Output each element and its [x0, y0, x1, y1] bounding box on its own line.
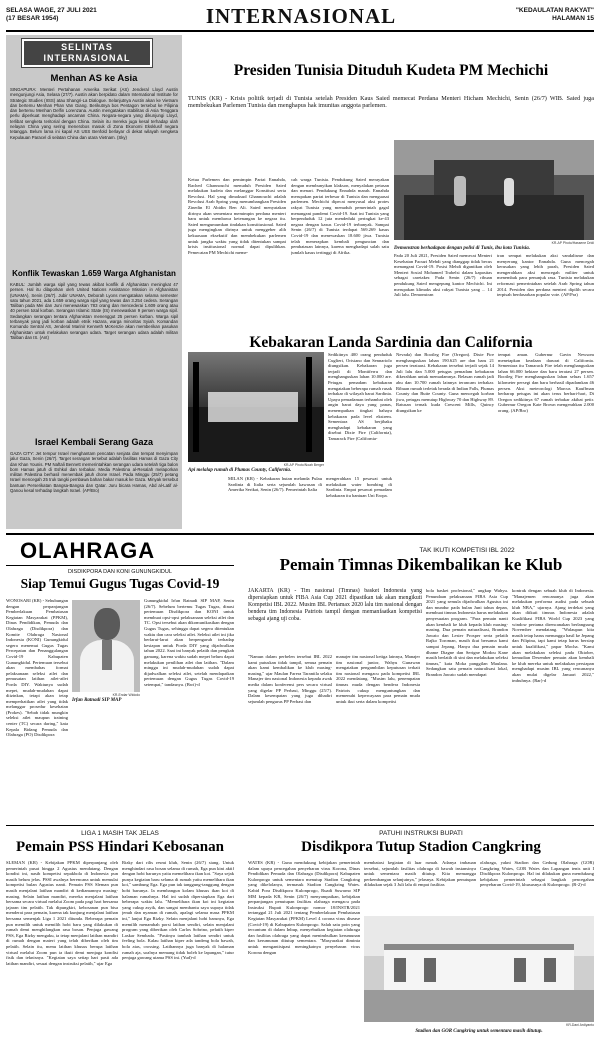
olahraga-underline — [6, 565, 234, 566]
sardinia-col4: Nevada) dan Bootleg Fire (Oregon). Dixie Fire menghanguskan lahan 190.625 are dan baru 21 persen terataasi. Kebakaran tersebut terjadi sejak 14 Juli lalu dan 5.000 petugas pemadam kebakaran dikerahkan untuk memadamnya. Belasan rumah jadi abu dan 10.700 rumah lainnya terancam terbakar. Ribuan rumah terletak berada di Indian Falls, Plumas County dan Butte County. Guna mencegah korban jiwa, petugas menutup Highway 70 dan Highway 89. Ratusan ternak kuda Crescent Mills, Quincy diungsikan ke — [396, 352, 494, 413]
olahraga-rule — [6, 533, 594, 535]
sardinia-photo-credit: KR-AP Photo/Noah Berger — [283, 463, 324, 467]
pss-headline: Pemain PSS Hindari Kebosanan — [16, 839, 224, 855]
tunisia-photo — [394, 140, 594, 240]
issue-date: SELASA WAGE, 27 JULI 2021 — [6, 7, 97, 14]
timnas-col4: kontrak dengan sebuah klub di Indonesia. "Manajemen rencananya juga akan melakukan performa audisi pada sebuah klub NBA," ujarnya. Ajang terdekat yang akan diikuti timnas Indonesia adalah Kualifikasi FIBA World Cup 2023 yang window pertama direncanakan berlangsung November mendatang. "Walaupun kita masih tetap harus menunggu hasil ke Jepang dan Filipina, tapi kami tetap harus bersiap untuk kualifikasi," papar Mocha. "Kami akan melakukan seleksi pada Oktober, kemudian Desember pemain akan kembali ke klub mereka untuk melakukan persiapan menghadapi musim IBL yang rencananya akan mulai digelar Januari 2022," imbuhnya. (Rar)-d — [512, 588, 594, 683]
tunisia-photo-caption: Demonstran berhadapan dengan polisi di Tunis, ibu kota Tunisia. — [394, 246, 531, 251]
selintas-sidebar — [6, 35, 182, 529]
pss-kicker: LIGA 1 MASIH TAK JELAS — [81, 830, 159, 837]
gugus-photo-caption: Irfan Ratnadi SIP MAP — [72, 698, 122, 703]
selintas-badge-line1: SELINTAS — [61, 42, 113, 52]
masthead-rule — [6, 30, 594, 32]
gugus-photo-credit: KR-Endar Widodo — [112, 693, 140, 697]
menhan-headline: Menhan AS ke Asia — [50, 73, 138, 84]
tunisia-col1: Ketua Parlemen dan pemimpin Partai Ennahda, Rached Ghannouchi menuduh Presiden Saied melakukan kudeta dan melanggar Konstitusi serta Revolusi. Hal yang dimaksud Ghannouchi adalah Revolusi Arab Spring yang menumbangkan Presiden Zinedin El Abidin Ben Ali. Saied menyatakan dirinya akan sementara memimpin perdana menteri baru untuk membawa ketenangan ke negara itu. Saied mengumumkan tindakan konstitusional. Saied juga mengingkan dirinya untuk menggeber alih kekuasaan eksekutif dan membekukan parlemen untuk jangka waktu yang tidak ditentukan sampai krisis institusional normal dapat dipulihkan. Pemecatan PM Mechichi meme- — [188, 177, 286, 255]
stadion-col1: WATES (KR) - Guna mendukung kebijakan pemerintah dalam upaya pencegahan penyebaran virus Korona, Dinas Pendidikan Pemuda dan Olahraga (Disdikpora) Kabupaten Kulonprogo untuk sementara menutup Stadion Cangkring yang dikelolanya, termasuk Stadion Cangkring Wates. Kabid Pora Disdikpora Kulonprogo, Ruadi Suwarno SIP MM kepada KR, Senin (26/7) menyampaikan, kebijakan perpanjangan penutupan fasilitas olahraga mengacu pada Instruksi Bupati Kulonprogo nomor 18/INSTR/2021 tertanggal 21 Juli 2021 tentang Pemberlakuan Pembatasan Kegiatan Masyarakat (PPKM) Level 4 corona virus disease (Covid-19) di Kabupaten Kulonprogo. Salah satu poin yang tercantum di dalam Inbup, menyebutkan kegiatan olahraga dan fasilitas olahraga yang dapat menimbulkan kerumunan dan kerumunan ditutup sementara. "Masyarakat diminta untuk mengantisipasi meningkatnya penyebaran virus Korona dengan — [248, 860, 360, 955]
paper-name: "KEDAULATAN RAKYAT" — [515, 7, 594, 14]
sardinia-photo-caption: Api melalap rumah di Plumas County, California. — [188, 468, 292, 473]
pss-col2: Rizky dari rilis resmi klub, Senin (26/7) siang. Untuk menghindari rasa bosan selama di rumah, Ega pun kini aktif dengan hobi barunya yaitu memelihara ikan koi. "Saya sejak punya kegiatan baru selama di rumah yaitu memelihara ikan koi," sambung Ega. Ega pun tak tanggung-tanggung dengan hobi barunya. Ia membangun kolam khusus ikan koi di halaman rumahnya. Hal ini sudah dipersiapkan Ega dari beberapa waktu lalu. "Memelihara ikan koi ini kegiatan yang cukup asyik, dan sangat membantu saya supaya tidak jenuh dan nyaman di rumah, apalagi selama masa PPKM ini," lanjut Ega Rizky. Selain menjalani hobi barunya, Ega memilih menambah porsi latihan sendiri, selain menjalani program yang diberikan oleh Carlos Sobrino, pelatih kiper Laskar Sembada. "Pastinya tambah latihan sendiri untuk feeling bola. Kalau latihan kiper ada tandeng bola bawah, bola atas, crossing. Latihannya juga banyak di halaman rumah aja, soalnya memang tidak boleh ke lapangan," tutur penjaga gawang utama PSS ini. (Yud)-d — [122, 860, 234, 961]
stadion-photo-credit: KR-Dani Ardiyanto — [566, 1023, 594, 1027]
stadion-col3: olahraga, yakni Stadion dan Gedung Olahraga (GOR) Cangkring Wates, GOR Wates dan Lapangan tenis unit I Disdikpora Kulonprogo. Hal ini dilakukan guna mendukung kebijakan pemerintah sebagai langkah pencegahan penyebaran Covid-19, khususnya di Kulonprogo. (R-2)-d — [480, 860, 594, 888]
stadion-headline: Disdikpora Tutup Stadion Cangkring — [301, 839, 541, 855]
pss-col1: SLEMAN (KR) - Kebijakan PPKM diperpanjang oleh pemerintah pusat hingga 2 Agustus mendatang. Dengan kondisi ini, nasib kompetisi sepakbola di Indonesia pun masih belum jelas. PSSI awalnya berencana untuk memulai kompetisi bulan Agustus nanti. Pemain PSS Sleman pun masih menjalani latihan mandiri di kediamannya masing-masing. Selain latihan mandiri, mereka menjalani latihan bersama secara virtual melalui Zoom pada pagi hari bersama jajaran tim pelatih. Tak dipungkiri, kebosanan pun bisa menderai para pemain, karena tak kunjung menjalani latihan bersama semenjak Liga 1 2021 ditunda. Beberapa pemain pun memilih untuk memilih hobi baru yang dilakukan di rumah demi menghilangkan rasa bosan. Penjaga gawang PSS, Ega Rizky mengaku, ia tetap menjalani latihan mandiri di rumah dengan materi yang telah diberikan oleh tim pelatih. Selain itu, menu latihan khusus berupa latihan virtual melalui Zoom pun ia ikuti demi menjaga kondisi fisik dan teknisnya. "Kegiatan saya setiap hari pasti ada latihan mandiri, sesuai dengan instruksi pelatih," ujar Ega — [6, 860, 118, 966]
gugus-kicker: DISDIKPORA DAN KONI GUNUNGKIDUL — [68, 569, 172, 575]
gugus-photo — [72, 600, 140, 692]
gugus-col1: WONOSARI (KR) - Sehubungan dengan perpanjangan Pemberlakuan Pembatasan Kegiatan Masyarakat (PPKM), Dinas Pendidikan, Pemuda dan Olahraga (Disdikpora) dan Komite Olahraga Nasional Indonesia (KONI) Gunungkidul segera menemui Gugus Tugas Percepatan dan Penanggulangan Covid-19 Kabupaten Gunungkidul. Pertemuan tersebut akan membahas format pelaksanaan seleksi atlet dan pemusatan latihan atlet-atlet Porda DIY. Waktunya sudah mepet, mudah-mudahan dapat diizinkan, tetapi akan tetap memperhatikan atlet yang tidak melanggar prosedur kesehatan (Prokes). "Sebab tidak mungkin seleksi atlet maupun training center (TC) secara daring," kata Kepala Bidang Pemuda dan Olahraga (PO) Disdikpora — [6, 598, 68, 738]
stadion-kicker: PATUHI INSTRUKSI BUPATI — [379, 830, 463, 837]
selintas-badge — [22, 39, 152, 67]
tunisia-col4: tran sempat melakukan aksi vandalisme dan menyerang kantor Ennahda. Guna mencegah kerusakan yang lebih parah, Presiden Saied mengerahkan aksi mencegah militer untuk menembak para penunjuk rasa. Tunisia melakukan reformasi pemerintahan setelah Arab Spring tahun 2014. Presiden dan perdana menteri dipilih secara terpisah berdasarkan popular vote. (AP/Pra) — [497, 253, 594, 298]
stadion-photo-caption: Stadion dan GOR Cangkring untuk sementara masih ditutup. — [415, 1029, 543, 1034]
timnas-lead: JAKARTA (KR) - Tim nasional (Timnas) basket Indonesia yang dipersiapkan untuk FIBA Asia Cup 2021 dipastikan tak akan mengikuti Kompetisi IBL 2022. Musim IBL Pertamax 2020 lalu tim nasional dengan bendera tim Indonesia Patriots tampil dengan memanfaatkan kompetisi sebagai ajang uji coba. — [248, 588, 422, 622]
afghanistan-headline: Konflik Tewaskan 1.659 Warga Afghanistan — [12, 269, 176, 278]
tunisia-col3: Pada 20 Juli 2021, Presiden Saied memecat Menteri Kesehatan Faouzi Mehdi yang dianggap tidak becus menangani Covid-19. Posisi Mehdi digantikan oleh Menteri Sosial Mohamed Trabelsi dalam kapasitas sebagai caretaker. Pada Senin (26/7) ribuan pendukung Saied mengepung kantor Mechichi. Ini merupakan klimaks aksi rakyat Tunisia yang ... 14 Juli lalu. Demonstran — [394, 253, 492, 298]
sardinia-col5: tempat aman. Gubernur Gavin Newsom menetapkan keadaan darurat di California. Sementara itu Tamarack Fire telah menghanguskan lahan 66.000 hektare dan baru teratasi 27 persen. Bootleg Fire menghanguskan lahan seluas 1.657 kilometer persegi dan baru berhasil dipadamkan 46 persen. Aksi meteorologi Marcus Kauffman berharap petugas ini akan terus berhari-hari, Di Oregon sedikitnya 67 rumah terbakar akibat petir. Gubernur Oregon Kate Brown mengerahkan 2.000 orang. (AP/Bro) — [498, 352, 594, 413]
sardinia-headline: Kebakaran Landa Sardinia dan California — [249, 334, 533, 351]
menhan-body: SINGAPURA: Menteri Pertahanan Amerika Serikat (AS) Jenderal Lloyd Austin mengunjungi Asia, Selasa (27/7). Austin akan berpidato dalam International Institute for Strategic Studies (IISS) atau Shangri-La Dialogue. Selanjutnya Austin akan ke Vietnam dan bertemu Menhan Phan Van Giang. Berikutnya bos Pentagon tersebut ke Filipina dan bertemu Menhan Delfin Lorenzana. Austin mengatakan stabilitas di Asia Tenggara perlu diperkuat menghadapi ancaman China. Negara-negara yang dikunjungi Lloyd, terlibat sengketa teritorial dengan China. Selain itu mereka juga kesal terhadap ulah nelayan China yang sering menerobos masuk di Zona Ekonomi Eksklusif negara tetangga. Belum lama ini kapal AS USS Benfold berlayar di dekat wilayah sengketa Kepulauan Paracel di selatan China dan utara Vietnam. (Sky) — [10, 87, 178, 140]
sardinia-col2: mengerahkan 15 pesawat untuk melakukan water bombing di Sardinia. Empat pesawat pemadam kebakaran itu bantuan Uni Eropa. — [326, 476, 392, 498]
gaza-headline: Israel Kembali Serang Gaza — [34, 437, 154, 447]
tunisia-lead: TUNIS (KR) - Krisis politik terjadi di Tunisia setelah Presiden Kaus Saied memecat Perdana Menteri Hicham Mechichi, Senin (26/7) WIB. Saied juga membekukan Parlemen Tunisia dan menghapus hak imunitas anggota parlemen. — [188, 95, 594, 110]
timnas-headline: Pemain Timnas Dikembalikan ke Klub — [279, 555, 563, 574]
gaza-body: GAZA CITY: Jet tempur Israel menghantam pencatan senjata dan tempat menyimpan jalur Gaza, Senin (26/7). Target serangan tersebut adalah fasilitas Hamas di Gaza City dan Khan Younis. PM Naftali Bennett memerintahkan serangan udara setelah tiga balon bom Hamas jatuh di Eshkol dan terbakar. Media Palestina al-Resalah melaporkan militan Palestina berhasil menembak jatuh drone Israel. Pada Minggu (25/7) petang Israel mencegah 25 truk tangki pembawa bahan bakar masuk ke Gaza. Minyak tersebut bantuan Perserikatan Bangsa-Bangsa dan Qatar. Juru bicara Hamas, Abd al-Latif al-Qanou kesal terhadap langkah Israel. (AP/Bro) — [10, 451, 178, 494]
sardinia-col3: Sedikitnya 400 orang penduduk Cuglieri, Oristano dan Sennariolo diungsikan. Kebakaran juga terjadi di Montiferru dan menghanguskan lahan 10.000 are. Petugas pemadam kebakaran mengatakan beberapa rumah rusak terbakar di wilayah barat Sardinia. Upaya pemadaman terhambat oleh angin barat daya yang panas, menempatkan tingkat bahaya kebakaran pada level ekstrem. Sementara AS berjibaku menghadapi kebakaran yang disebut Dixie Fire (California), Tamarack Fire (California- — [328, 352, 392, 441]
sardinia-photo — [188, 352, 324, 462]
afghanistan-body: KABUL: Jumlah warga sipil yang tewas akibat konflik di Afghanistan meningkat 47 persen. Hal itu dilaporkan oleh United Nations Assistance Mission in Afghanistan (UNAMA), Senin (26/7). Jubir UNAMA, Deborah Lyons mengatakan selama semester satu tahun 2021, ada 1.659 orang warga sipil yang tewas dan 3.254 cedera. Serangan Taliban pada Mei dan Juni menewaskan 783 orang dan mencederai 1.609 orang atau 40 persen total korban. Serangan Islamic State (IS) menewaskan 9 persen warga sipil. Sedangkan serangan tentara Afghanistan menenggut 25 persen korban. Warga sipil terbanyak yang jadi korban adalah etnik Hazara, warga minoritas Syiah. Komandan Komando Sentral AS, Jenderal Marinir Kenneth McKenzie akan memberikan pasukan Afghanistan untuk melakukan serangan udara. Target serangan udara adalah militan Taliban dan IS. (Ant) — [10, 282, 178, 340]
stadion-photo — [364, 916, 594, 1022]
tunisia-photo-credit: KR-AP Photo/Hassene Dridi — [551, 241, 594, 245]
sardinia-col1: MILAN (KR) - Kebakaran hutan melanda Pulau Sardinia di Italia serta sejumlah kawasan di Amerika Serikat, Senin (26/7). Pemerintah Italia — [228, 476, 322, 493]
gugus-col2: Gunungkidul Irfan Ratnadi SIP MAP, Senin (26/7). Sebelum bertemu Tugas Tugas, dinasi pertemuan Disdikpora dan KONI untuk membuat opsi-opsi pelaksanaan seleksi atlet dan TC. Opsi tersebut akan dikomunikasikan dengan Gugus Tugas, sehingga dapat segera ditentukan waktu dan cara seleksi atlet. Seleksi atlet ini jika berlarut-larut akan berpengaruh terhadap kesiapan untuk Porda DIY yang dijadwalkan tahun 2022. Saat ini banyak pelatih dan pengkab gamang, karena waktu sudah mepet belum dapat melakukan penilihan atlet dan latihan. "Dalam minggu ini mudah-mudahan sudah dapat dijadwalkan seleksi atlet, setelah mendapatkan pertemuan dengan Gugus Tugas Covid-19 setempat," tandasnya. (Bwi)-d — [144, 598, 234, 687]
masthead — [6, 4, 594, 30]
gugus-headline: Siap Temui Gugus Tugas Covid-19 — [20, 576, 220, 591]
selintas-badge-line2: INTERNASIONAL — [43, 53, 131, 63]
tunisia-headline: Presiden Tunisia Dituduh Kudeta PM Mechichi — [233, 62, 549, 79]
section-title: INTERNASIONAL — [205, 4, 397, 28]
stadion-col2: membatasi kegiatan di luar rumah. Adanya imbauan tersebut, sejumlah fasilitas olahraga di bawah instansinya untuk sementara masih ditutup. Kita memangga perkembangan selanjutnya," jelasnya. Kebijakan penutupan dilakukan sejak 3 Juli lalu di empat fasilitas — [364, 860, 476, 888]
timnas-col2: manajer tim nasional ketiga lainnya, Manajer tim nasional junior, Wahyu Gunawan mengatakan pengambilan keputusan terkait tim nasional mengacu pada kompetisi IBL 2022 mendatang. "Musim lalu, penempatan timnas muda dengan bendera Indonesia Patriots cukup menguntungkan dan memenuhi kepercayaan para pemain muda untuk ikut serta dalam kompetisi — [336, 654, 420, 704]
page-number: HALAMAN 15 — [552, 15, 594, 22]
timnas-col1: "Namun dalam perbelen tersebut IBL 2022 kami putuskan tidak tampil, semua pemain akan kami kembalikan ke klub masing-masing," ujar Maulan Farera Tarantila selaku Manajer tim nasional Indonesia kepada awak media dalam konferensi pers secara virtual yang digelar PP Perbasi, Minggu (25/7). Dalam kesempatan yang juga dihadiri sejumlah pengurus PP Perbasi dan — [248, 654, 332, 704]
timnas-col3: bola basket profesional," ungkap Wahyu. Penundaan pelaksanaan FIBA Asia Cup 2021 yang semula dijadwalkan Agustus ini dan mundur pada bulan Juni tahun depan, membuat timnas Indonesia harus melakukan penyesuaian program. "Para pemain nanti akan kembali ke klub kepada klub masing-masing. Dua pemain naturalisasi, Brandon Jawato dan Lester Prosper serta pelatih Rajko Toroman, masih ikut bersama kami sampai Jepang. Hanya dua pemain muda dhame Diagne dan Serigne Modou Kane masih berlatih di sini dan melakukan seleksi timnas," kata Moka panggilan Maulana. Sedangkan satu pemain naturalisasi lokal, Brandon Jawato sudah mendapat — [426, 588, 508, 677]
timnas-kicker: TAK IKUTI KOMPETISI IBL 2022 — [419, 547, 515, 554]
issue-date-javanese: (17 BESAR 1954) — [6, 15, 59, 22]
tunisia-col2: cah warga Tunisia. Pendukung Saied merayakan dengan membunyikan klakson, menyalakan petasan dan menari. Pendukung Ennahda marah. Ennahda merupakan partai terbesar di Tunisia dan menguasai parlemen. Mechichi dipecat menyusul aksi protes rakyat Tunisia yang menuduh pemerintah gagal menangani pandemi Covid-19. Saat ini Tunisia yang berpenduduk 12 juta mendeduki peringkat ke-43 negara dengan kasus Covid-19 terbanyak. Sampai Senin (26/7) di Tunisia terdapat 569.269 kasus Covid-19 dan menewaskan 18.600 jiwa. Tunisia telah menerapkan kembali penguncian dan pembatasan lainnya, karena menghadapi salah satu jumlah kasus tertinggi di Afrika. — [291, 177, 389, 255]
olahraga-label: OLAHRAGA — [20, 538, 156, 563]
olahraga-midrule — [6, 825, 594, 826]
